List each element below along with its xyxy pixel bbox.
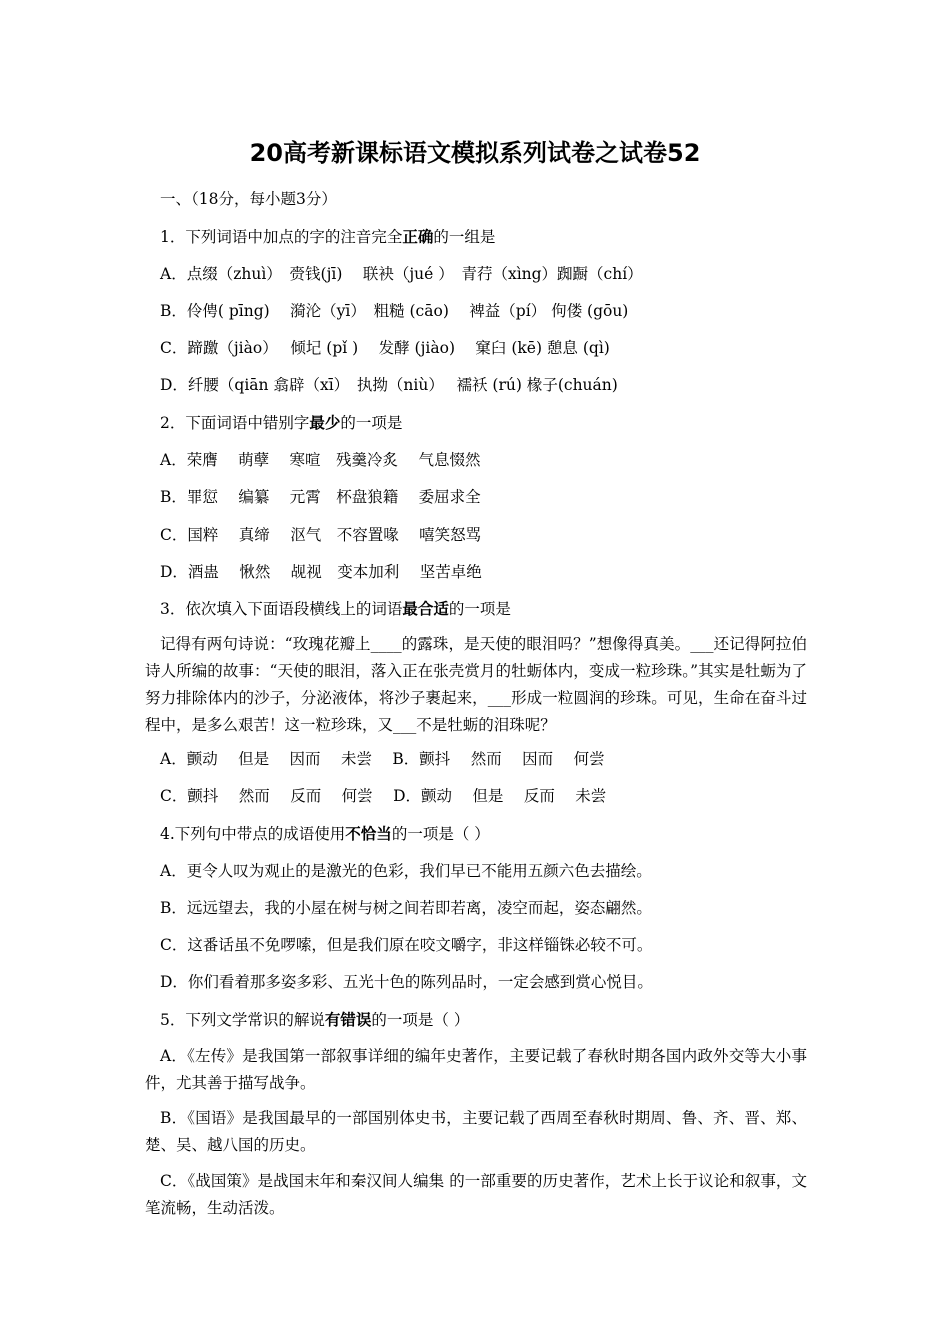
question-2-option-a: A．荣膺 萌孽 寒喧 残羹冷炙 气息惙然: [160, 451, 481, 469]
question-2-option-b: B．罪愆 编纂 元霄 杯盘狼籍 委屈求全: [160, 488, 481, 506]
question-4-stem: [160, 824, 490, 844]
question-4-option-d: D．你们看着那多姿多彩、五光十色的陈列品时，一定会感到赏心悦目。: [160, 973, 653, 991]
question-5-option-c: C．《战国策》是战国末年和秦汉间人编集 的一部重要的历史著作，艺术上长于议论和叙事，文笔流畅，生动活泼。: [145, 1172, 807, 1217]
question-5-stem: [160, 1010, 469, 1030]
question-5-stem-end: 的一项是（ ）: [371, 1011, 470, 1029]
question-3-stem: [160, 599, 511, 619]
question-1-option-b: B．伶俜( pīng) 漪沦（yī） 粗糙 (cāo) 裨益（pí） 佝偻 (gōu): [160, 302, 629, 320]
question-2-stem-emphasis: 最少: [309, 414, 341, 432]
question-4-stem-end: 的一项是（ ）: [391, 825, 490, 843]
question-4-option-c: C．这番话虽不免啰嗦，但是我们原在咬文嚼字，非这样锱铢必较不可。: [160, 936, 653, 954]
question-3-stem-emphasis: 最合适: [402, 600, 449, 618]
question-1-option-a: A．点缀（zhuì） 赍钱(jī) 联袂（jué ） 青荇（xìng）踟蹰（chí）: [160, 265, 643, 283]
question-5-option-a: A．《左传》是我国第一部叙事详细的编年史著作，主要记载了春秋时期各国内政外交等大小事件，尤其善于描写战争。: [145, 1047, 807, 1092]
question-1-stem-end: 的一组是: [433, 228, 496, 246]
question-4-stem-text: 4.下列句中带点的成语使用: [160, 825, 346, 843]
page-title: 20高考新课标语文模拟系列试卷之试卷52: [249, 139, 701, 167]
question-3-stem-end: 的一项是: [448, 600, 511, 618]
question-2-stem-text: 2．下面词语中错别字: [160, 414, 310, 432]
question-5-stem-emphasis: 有错误: [324, 1011, 372, 1029]
question-3-stem-text: 3．依次填入下面语段横线上的词语: [160, 600, 403, 618]
question-5-stem-text: 5．下列文学常识的解说: [160, 1011, 325, 1029]
question-3-options-cd: C．颤抖 然而 反而 何尝 D．颤动 但是 反而 未尝: [160, 787, 607, 805]
question-4-stem-emphasis: 不恰当: [345, 825, 392, 843]
question-1-stem-emphasis: 正确: [402, 228, 434, 246]
question-1-option-c: C．蹄躈（jiào） 倾圮 (pǐ ) 发酵 (jiào) 窠臼 (kē) 憩息 (qì): [160, 339, 610, 357]
question-3-passage: 记得有两句诗说：“玫瑰花瓣上____的露珠，是天使的眼泪吗？”想像得真美。___还记得阿拉伯诗人所编的故事：“天使的眼泪，落入正在张壳赏月的牡蛎体内，变成一粒珍珠。”其实是牡蛎为了努力排除体内的沙子，分泌液体，将沙子裹起来，___形成一粒圆润的珍珠。可见，生命在奋斗过程中，是多么艰苦！这一粒珍珠，又___不是牡蛎的泪珠呢？: [145, 635, 807, 734]
question-2-stem-end: 的一项是: [340, 414, 403, 432]
question-4-option-b: B．远远望去，我的小屋在树与树之间若即若离，凌空而起，姿态翩然。: [160, 899, 652, 917]
question-1-stem-text: 1．下列词语中加点的字的注音完全: [160, 228, 403, 246]
question-4-option-a: A．更令人叹为观止的是激光的色彩，我们早已不能用五颜六色去描绘。: [160, 862, 652, 880]
question-1-option-d: D．纤腰（qiān 翕辟（xī） 执拗（niù） 襦袄 (rú) 椽子(chuán): [160, 376, 618, 394]
question-5-option-b: B．《国语》是我国最早的一部国别体史书，主要记载了西周至春秋时期周、鲁、齐、晋、郑、楚、吴、越八国的历史。: [145, 1109, 807, 1154]
question-3-options-ab: A．颤动 但是 因而 未尝 B．颤抖 然而 因而 何尝: [160, 750, 605, 768]
question-2-stem: [160, 413, 402, 433]
question-2-option-d: D．酒蛊 愀然 觇视 变本加利 坚苦卓绝: [160, 563, 482, 581]
question-1-stem: [160, 227, 495, 247]
section-heading: 一、（18分，每小题3分）: [160, 190, 337, 208]
question-2-option-c: C．国粹 真缔 沤气 不容置喙 嘻笑怒骂: [160, 526, 482, 544]
